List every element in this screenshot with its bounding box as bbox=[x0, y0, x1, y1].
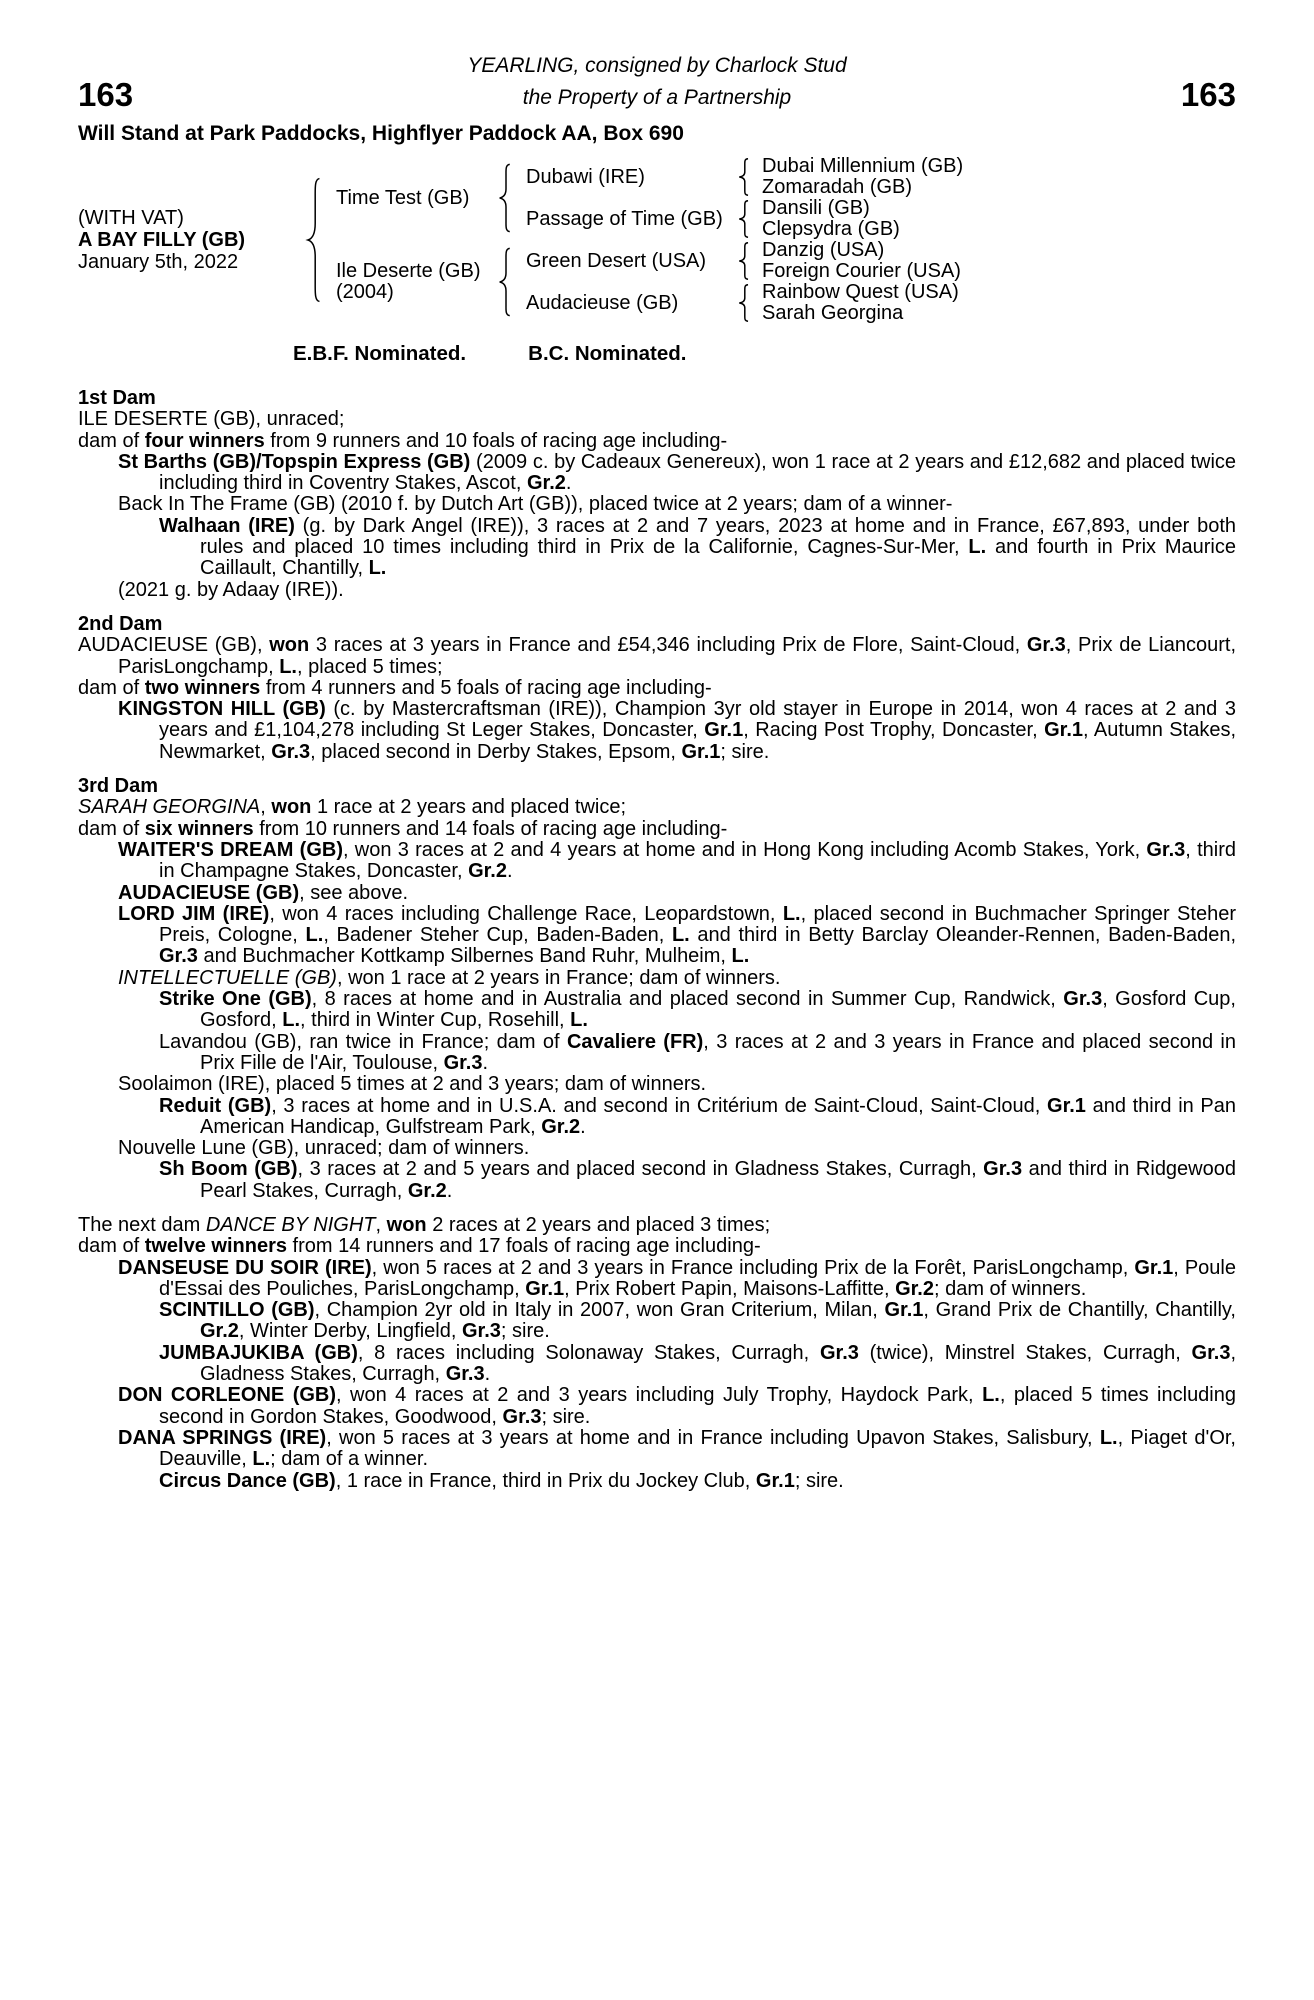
text-segment: , placed second in Derby Stakes, Epsom, bbox=[310, 740, 682, 763]
text-segment: L. bbox=[782, 902, 801, 925]
text-segment: L. bbox=[968, 536, 987, 559]
text-segment: SARAH GEORGINA bbox=[78, 796, 261, 819]
text-segment: two winners bbox=[144, 676, 261, 699]
stand-location-line: Will Stand at Park Paddocks, Highflyer Paddock AA, Box 690 bbox=[78, 122, 684, 145]
text-segment: L. bbox=[305, 924, 324, 947]
text-segment: Gr.3 bbox=[983, 1158, 1023, 1181]
lot-number-right: 163 bbox=[1180, 76, 1236, 113]
text-segment: , 1 race in France, third in Prix du Jockey Club, bbox=[335, 1469, 756, 1492]
text-segment: from 14 runners and 17 foals of racing age including- bbox=[286, 1235, 761, 1258]
text-segment: AUDACIEUSE (GB) bbox=[118, 881, 300, 904]
text-segment: (2021 g. by Adaay (IRE)). bbox=[118, 578, 344, 601]
text-segment: Back In The Frame (GB) (2010 f. by Dutch Art (GB)), placed twice at 2 years; dam of a winner- bbox=[118, 493, 953, 516]
great-grandparents bbox=[762, 282, 959, 324]
text-segment: dam of bbox=[78, 676, 145, 699]
pedigree-brace-dam-icon bbox=[492, 247, 516, 317]
gg-dam-name: Clepsydra (GB) bbox=[762, 218, 900, 240]
pedigree-paragraph bbox=[78, 678, 1236, 699]
text-segment: dam of bbox=[78, 1235, 145, 1258]
text-segment: dam of bbox=[78, 429, 145, 452]
consignment-line: YEARLING, consigned by Charlock Stud bbox=[467, 54, 847, 77]
text-segment: Sh Boom (GB) bbox=[159, 1158, 298, 1181]
gg-dam-name: Zomaradah (GB) bbox=[762, 176, 913, 198]
pedigree-paragraph bbox=[78, 1236, 1236, 1257]
vat-note: (WITH VAT) bbox=[78, 207, 184, 229]
text-segment: Strike One (GB) bbox=[159, 988, 312, 1011]
pedigree-paragraph bbox=[78, 431, 1236, 452]
text-segment: ; dam of winners. bbox=[933, 1277, 1087, 1300]
great-grandparents bbox=[762, 198, 900, 240]
pedigree-paragraph bbox=[78, 904, 1236, 968]
text-segment: Gr.1 bbox=[755, 1469, 795, 1492]
text-segment: Gr.1 bbox=[681, 740, 721, 763]
text-segment: , Badener Steher Cup, Baden-Baden, bbox=[323, 924, 672, 947]
text-segment: , 8 races at home and in Australia and placed second in Summer Cup, Randwick, bbox=[311, 988, 1064, 1011]
text-segment: , bbox=[260, 796, 272, 819]
text-segment: Gr.3 bbox=[1146, 838, 1186, 861]
sire-dam-name: Passage of Time (GB) bbox=[526, 207, 723, 230]
text-segment: L. bbox=[282, 1009, 301, 1032]
text-segment: 3 races at 3 years in France and £54,346 including Prix de Flore, Saint-Cloud, bbox=[309, 634, 1027, 657]
text-segment: Gr.2 bbox=[468, 860, 507, 883]
pedigree-brace-sire-icon bbox=[492, 163, 516, 233]
text-segment: Gr.3 bbox=[502, 1405, 542, 1428]
text-segment: DANSEUSE DU SOIR (IRE) bbox=[118, 1256, 372, 1279]
pedigree-paragraph bbox=[78, 1385, 1236, 1428]
text-segment: Circus Dance (GB) bbox=[159, 1469, 336, 1492]
great-grandparents bbox=[762, 240, 961, 282]
ebf-nominated-label: E.B.F. Nominated. bbox=[293, 342, 467, 365]
text-segment: and third in Pan American Handicap, Gulfstream Park, bbox=[200, 1094, 1237, 1138]
text-segment: . bbox=[482, 1051, 489, 1074]
text-segment: four winners bbox=[144, 429, 265, 452]
text-segment: (2009 c. by Cadeaux Genereux), won 1 race at 2 years and £12,682 and placed twice including third in Coventry Stakes, Ascot, bbox=[159, 450, 1237, 495]
text-segment: Cavaliere (FR) bbox=[566, 1030, 704, 1053]
text-segment: won bbox=[271, 796, 312, 819]
text-segment: L. bbox=[252, 1448, 271, 1471]
dam-name: Ile Deserte (GB) bbox=[336, 260, 481, 282]
text-segment: , placed second in Buchmacher Springer Steher Preis, Cologne, bbox=[159, 902, 1236, 947]
text-segment: from 9 runners and 10 foals of racing age including- bbox=[264, 429, 728, 452]
text-segment: Gr.2 bbox=[526, 472, 566, 495]
text-segment: , Grand Prix de Chantilly, Chantilly, bbox=[923, 1299, 1236, 1322]
text-segment: , Gladness Stakes, Curragh, bbox=[200, 1341, 1237, 1386]
text-segment: LORD JIM (IRE) bbox=[118, 902, 270, 925]
text-segment: , won 4 races at 2 and 3 years including July Trophy, Haydock Park, bbox=[336, 1384, 983, 1407]
text-segment: 1 race at 2 years and placed twice; bbox=[311, 796, 627, 819]
text-segment: (c. by Mastercraftsman (IRE)), Champion 3yr old stayer in Europe in 2014, won 4 races at 2 and 3 years and £1,104,278 including St Leger Stakes, Doncaster, bbox=[159, 698, 1236, 742]
dam-section-heading: 1st Dam bbox=[78, 387, 156, 409]
text-segment: Gr.3 bbox=[445, 1363, 485, 1386]
pedigree-paragraph bbox=[78, 580, 1236, 601]
text-segment: Walhaan (IRE) bbox=[159, 514, 295, 537]
text-segment: , bbox=[375, 1213, 387, 1236]
pedigree-paragraph bbox=[78, 1096, 1236, 1139]
text-segment: . bbox=[446, 1179, 453, 1202]
text-segment: DANA SPRINGS (IRE) bbox=[118, 1426, 327, 1449]
parents-column bbox=[336, 156, 963, 324]
text-segment: , Gosford Cup, Gosford, bbox=[200, 988, 1236, 1032]
text-segment: Nouvelle Lune (GB), unraced; dam of winners. bbox=[118, 1137, 530, 1160]
text-segment: , 8 races including Solonaway Stakes, Curragh, bbox=[357, 1341, 820, 1364]
text-segment: ; sire. bbox=[720, 740, 770, 763]
text-segment: The next dam bbox=[78, 1213, 206, 1236]
text-segment: , placed 5 times; bbox=[296, 655, 443, 678]
text-segment: . bbox=[565, 472, 572, 495]
text-segment: JUMBAJUKIBA (GB) bbox=[159, 1341, 358, 1364]
text-segment: Gr.1 bbox=[884, 1299, 924, 1322]
dam-section bbox=[78, 614, 1236, 763]
text-segment: DANCE BY NIGHT bbox=[205, 1213, 376, 1236]
dam-year: (2004) bbox=[336, 281, 394, 303]
text-segment: L. bbox=[671, 924, 690, 947]
pedigree-paragraph bbox=[78, 1159, 1236, 1202]
text-segment: L. bbox=[279, 655, 297, 678]
text-segment: Gr.1 bbox=[1134, 1256, 1174, 1279]
text-segment: Gr.3 bbox=[271, 740, 311, 763]
text-segment: DON CORLEONE (GB) bbox=[118, 1384, 337, 1407]
subject-name: A BAY FILLY (GB) bbox=[78, 229, 246, 251]
dam-name-block bbox=[336, 261, 492, 303]
text-segment: from 4 runners and 5 foals of racing age including- bbox=[260, 676, 712, 699]
sire-grandparents-column bbox=[526, 156, 963, 240]
text-segment: . bbox=[580, 1115, 586, 1138]
pedigree-paragraph bbox=[78, 699, 1236, 763]
text-segment: , Prix Robert Papin, Maisons-Laffitte, bbox=[564, 1277, 896, 1300]
text-segment: Gr.2 bbox=[200, 1320, 239, 1343]
subject-foaling-date: January 5th, 2022 bbox=[78, 251, 239, 273]
sire-sire-group bbox=[526, 156, 963, 198]
pedigree-brace-icon bbox=[732, 158, 754, 196]
text-segment: Gr.1 bbox=[704, 719, 744, 742]
pedigree-sections bbox=[78, 388, 1236, 1492]
text-segment: Gr.3 bbox=[1026, 634, 1066, 657]
text-segment: , won 3 races at 2 and 4 years at home and in Hong Kong including Acomb Stakes, York, bbox=[343, 838, 1147, 861]
pedigree-paragraph bbox=[78, 452, 1236, 495]
text-segment: INTELLECTUELLE (GB) bbox=[118, 966, 337, 989]
subject-block bbox=[78, 207, 300, 273]
lot-header-row bbox=[78, 76, 1236, 113]
text-segment: , Champion 2yr old in Italy in 2007, won Gran Criterium, Milan, bbox=[314, 1299, 885, 1322]
gg-dam-name: Foreign Courier (USA) bbox=[762, 260, 961, 282]
text-segment: , won 1 race at 2 years in France; dam of winners. bbox=[336, 966, 781, 989]
text-segment: won bbox=[269, 634, 310, 657]
pedigree-paragraph bbox=[78, 883, 1236, 904]
pedigree-paragraph bbox=[78, 1428, 1236, 1471]
pedigree-paragraph bbox=[78, 1471, 1236, 1492]
property-line: the Property of a Partnership bbox=[522, 86, 792, 109]
text-segment: and third in Betty Barclay Oleander-Rennen, Baden-Baden, bbox=[689, 924, 1237, 947]
text-segment: six winners bbox=[144, 817, 254, 840]
pedigree-paragraph bbox=[78, 516, 1236, 580]
pedigree-brace-outer-icon bbox=[300, 176, 326, 304]
text-segment: from 10 runners and 14 foals of racing age including- bbox=[253, 817, 728, 840]
text-segment: , Autumn Stakes, Newmarket, bbox=[159, 719, 1237, 763]
text-segment: Gr.3 bbox=[461, 1320, 501, 1343]
text-segment: Gr.1 bbox=[525, 1277, 565, 1300]
dam-section-heading: 3rd Dam bbox=[78, 775, 159, 798]
pedigree-paragraph bbox=[78, 797, 1236, 818]
text-segment: , third in Winter Cup, Rosehill, bbox=[300, 1009, 571, 1032]
pedigree-paragraph bbox=[78, 1032, 1236, 1075]
pedigree-paragraph bbox=[78, 1300, 1236, 1343]
text-segment: , Winter Derby, Lingfield, bbox=[238, 1320, 462, 1343]
text-segment: Lavandou (GB), ran twice in France; dam of bbox=[159, 1030, 567, 1053]
gg-dam-name: Sarah Georgina bbox=[762, 302, 904, 324]
dam-dam-name: Audacieuse (GB) bbox=[526, 291, 679, 314]
dam-dam-group bbox=[526, 282, 961, 324]
text-segment: . bbox=[484, 1363, 491, 1386]
text-segment: and Buchmacher Kottkamp Silbernes Band Ruhr, Mulheim, bbox=[197, 945, 732, 968]
text-segment: Gr.3 bbox=[819, 1341, 859, 1364]
dam-section bbox=[78, 776, 1236, 1202]
text-segment: (g. by Dark Angel (IRE)), 3 races at 2 and 7 years, 2023 at home and in France, £67,893, under both rules and placed 10 times including third in Prix de la Californie, Cagnes-Sur-Mer, bbox=[200, 514, 1236, 559]
pedigree-brace-icon bbox=[732, 242, 754, 280]
dam-section bbox=[78, 1215, 1236, 1492]
text-segment: , won 4 races including Challenge Race, Leopardstown, bbox=[269, 902, 783, 925]
text-segment: WAITER'S DREAM (GB) bbox=[118, 838, 343, 861]
dam-sire-group bbox=[526, 240, 961, 282]
gg-sire-name: Danzig (USA) bbox=[762, 239, 885, 261]
text-segment: L. bbox=[368, 557, 387, 580]
pedigree-paragraph bbox=[78, 819, 1236, 840]
lot-number-left: 163 bbox=[78, 76, 134, 113]
gg-sire-name: Rainbow Quest (USA) bbox=[762, 281, 959, 303]
text-segment: Gr.2 bbox=[407, 1179, 447, 1202]
text-segment: , Poule d'Essai des Pouliches, ParisLongchamp, bbox=[159, 1256, 1236, 1300]
text-segment: ; sire. bbox=[541, 1405, 591, 1428]
text-segment: , third in Champagne Stakes, Doncaster, bbox=[159, 838, 1236, 883]
dam-section bbox=[78, 388, 1236, 601]
great-grandparents bbox=[762, 156, 963, 198]
text-segment: Soolaimon (IRE), placed 5 times at 2 and 3 years; dam of winners. bbox=[118, 1073, 707, 1096]
pedigree-paragraph bbox=[78, 1258, 1236, 1301]
text-segment: . bbox=[506, 860, 513, 883]
text-segment: , 3 races at 2 and 5 years and placed second in Gladness Stakes, Curragh, bbox=[297, 1158, 984, 1181]
text-segment: L. bbox=[1099, 1426, 1118, 1449]
text-segment: won bbox=[386, 1213, 427, 1236]
text-segment: AUDACIEUSE (GB), bbox=[78, 634, 270, 657]
pedigree-paragraph bbox=[78, 1074, 1236, 1095]
text-segment: and third in Ridgewood Pearl Stakes, Curragh, bbox=[200, 1158, 1236, 1202]
pedigree-paragraph bbox=[78, 635, 1236, 678]
text-segment: Gr.3 bbox=[443, 1051, 483, 1074]
pedigree-paragraph bbox=[78, 1215, 1236, 1236]
pedigree-paragraph bbox=[78, 840, 1236, 883]
text-segment: Gr.2 bbox=[541, 1115, 581, 1138]
gg-sire-name: Dubai Millennium (GB) bbox=[762, 155, 964, 177]
text-segment: Gr.2 bbox=[895, 1277, 934, 1300]
text-segment: dam of bbox=[78, 817, 145, 840]
text-segment: Gr.3 bbox=[1191, 1341, 1231, 1364]
text-segment: KINGSTON HILL (GB) bbox=[118, 698, 326, 721]
pedigree-paragraph bbox=[78, 1138, 1236, 1159]
text-segment: , Piaget d'Or, Deauville, bbox=[159, 1426, 1236, 1471]
pedigree-tree bbox=[78, 156, 1236, 324]
text-segment: ILE DESERTE (GB), unraced; bbox=[78, 408, 345, 431]
text-segment: ; sire. bbox=[500, 1320, 550, 1343]
text-segment: , placed 5 times including second in Gordon Stakes, Goodwood, bbox=[159, 1384, 1236, 1428]
text-segment: , won 5 races at 2 and 3 years in France including Prix de la Forêt, ParisLongchamp, bbox=[371, 1256, 1135, 1279]
text-segment: , Racing Post Trophy, Doncaster, bbox=[743, 719, 1045, 742]
text-segment: Gr.1 bbox=[1044, 719, 1084, 742]
text-segment: , won 5 races at 3 years at home and in France including Upavon Stakes, Salisbury, bbox=[326, 1426, 1100, 1449]
text-segment: ; dam of a winner. bbox=[270, 1448, 429, 1471]
sire-dam-group bbox=[526, 198, 963, 240]
pedigree-paragraph bbox=[78, 1343, 1236, 1386]
text-segment: Gr.3 bbox=[1063, 988, 1103, 1011]
pedigree-paragraph bbox=[78, 968, 1236, 989]
text-segment: twelve winners bbox=[144, 1235, 287, 1258]
text-segment: ; sire. bbox=[794, 1469, 844, 1492]
text-segment: 2 races at 2 years and placed 3 times; bbox=[426, 1213, 771, 1236]
pedigree-paragraph bbox=[78, 409, 1236, 430]
text-segment: , 3 races at 2 and 3 years in France and placed second in Prix Fille de l'Air, Toulouse, bbox=[200, 1030, 1237, 1074]
pedigree-paragraph bbox=[78, 989, 1236, 1032]
text-segment: L. bbox=[570, 1009, 588, 1032]
text-segment: Gr.3 bbox=[159, 945, 198, 968]
pedigree-brace-icon bbox=[732, 200, 754, 238]
text-segment: St Barths (GB)/Topspin Express (GB) bbox=[118, 450, 471, 473]
dam-grandparents-column bbox=[526, 240, 961, 324]
sire-name: Time Test (GB) bbox=[336, 186, 470, 209]
text-segment: L. bbox=[982, 1384, 1000, 1407]
dam-sire-name: Green Desert (USA) bbox=[526, 249, 707, 272]
sire-group bbox=[336, 156, 963, 240]
text-segment: , Prix de Liancourt, ParisLongchamp, bbox=[118, 634, 1236, 678]
text-segment: (twice), Minstrel Stakes, Curragh, bbox=[858, 1341, 1192, 1364]
text-segment: , see above. bbox=[299, 881, 409, 904]
text-segment: , 3 races at home and in U.S.A. and second in Critérium de Saint-Cloud, Saint-Cloud, bbox=[271, 1094, 1048, 1117]
text-segment: and fourth in Prix Maurice Caillault, Chantilly, bbox=[200, 536, 1236, 580]
dam-section-heading: 2nd Dam bbox=[78, 612, 163, 635]
text-segment: SCINTILLO (GB) bbox=[159, 1299, 315, 1322]
sire-sire-name: Dubawi (IRE) bbox=[526, 165, 645, 188]
nominations-row bbox=[78, 342, 1236, 366]
bc-nominated-label: B.C. Nominated. bbox=[528, 342, 687, 365]
text-segment: Reduit (GB) bbox=[159, 1094, 272, 1117]
pedigree-brace-icon bbox=[732, 284, 754, 322]
pedigree-paragraph bbox=[78, 494, 1236, 515]
gg-sire-name: Dansili (GB) bbox=[762, 197, 870, 219]
text-segment: Gr.1 bbox=[1047, 1094, 1086, 1117]
text-segment: L. bbox=[731, 945, 750, 968]
dam-group bbox=[336, 240, 963, 324]
